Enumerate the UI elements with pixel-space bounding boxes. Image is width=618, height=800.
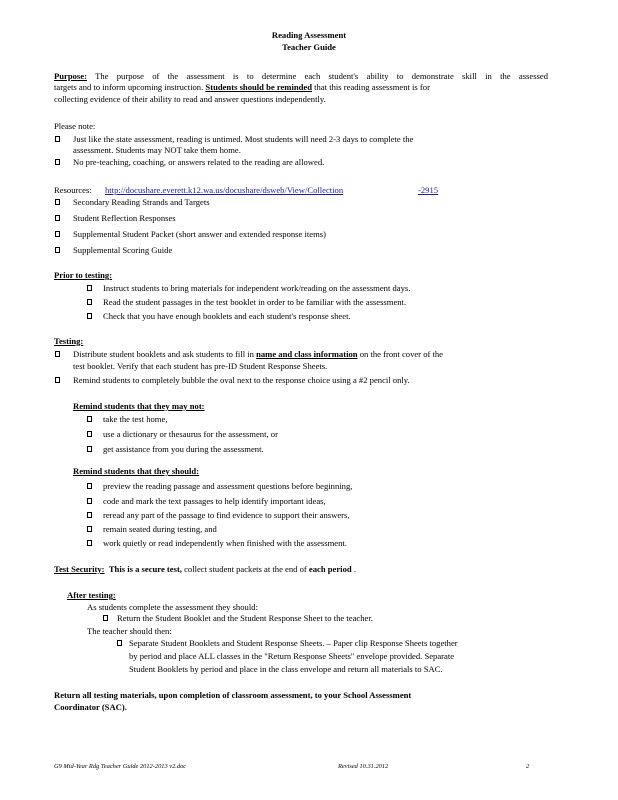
remind-should-item: reread any part of the passage to find evidence to support their answers, xyxy=(103,510,350,520)
bullet-icon xyxy=(87,416,92,422)
testing-label: Testing: xyxy=(54,336,84,346)
bullet-icon xyxy=(87,299,92,305)
resources-link-suffix[interactable]: -2915 xyxy=(418,185,439,195)
after-line2: The teacher should then: xyxy=(87,626,172,636)
testing-b2: Remind students to completely bubble the oval next to the response choice using a #2 pencil only. xyxy=(73,375,410,385)
testing-b1-line1: Distribute student booklets and ask students to fill in name and class information on the front cover of the xyxy=(73,349,444,359)
bullet-icon xyxy=(55,231,60,237)
after-item1: Return the Student Booklet and the Student Response Sheet to the teacher. xyxy=(117,613,373,623)
resources-label: Resources: xyxy=(54,185,92,195)
remind-should-item: work quietly or read independently when finished with the assessment. xyxy=(103,538,347,548)
bullet-icon xyxy=(103,615,108,621)
footer-filename: G9 Mid-Year Rdg Teacher Guide 2012-2013 v2.doc xyxy=(54,763,187,770)
resource-item: Supplemental Scoring Guide xyxy=(73,245,173,255)
note-bullet2: No pre-teaching, coaching, or answers related to the reading are allowed. xyxy=(73,157,325,167)
bullet-icon xyxy=(55,377,60,383)
purpose-line2: targets and to inform upcoming instruction. Students should be reminded that this reading assessment is for xyxy=(54,82,430,92)
bullet-icon xyxy=(55,136,60,142)
purpose-line1: Purpose: The purpose of the assessment is to determine each student's ability to demonstrate skill in the assessed xyxy=(54,71,548,81)
resource-item: Student Reflection Responses xyxy=(73,213,176,223)
bullet-icon xyxy=(87,512,92,518)
bullet-icon xyxy=(117,640,122,646)
doc-title-line2: Teacher Guide xyxy=(282,42,336,52)
note-bullet1-line1: Just like the state assessment, reading is untimed. Most students will need 2-3 days to complete the xyxy=(73,134,414,144)
name-class-emphasis: name and class information xyxy=(256,349,358,359)
bullet-icon xyxy=(55,247,60,253)
after-item2-line3: Student Booklets by period and place in the class envelope and return all materials to SAC. xyxy=(129,664,443,674)
after-label: After testing: xyxy=(67,590,116,600)
remind-not-item: use a dictionary or thesaurus for the assessment, or xyxy=(103,429,278,439)
remind-should-item: preview the reading passage and assessment questions before beginning, xyxy=(103,481,353,491)
return-note-line2: Coordinator (SAC). xyxy=(54,702,127,712)
security-label: Test Security: xyxy=(54,564,105,574)
doc-title-line1: Reading Assessment xyxy=(271,30,347,40)
bullet-icon xyxy=(87,446,92,452)
remind-not-label: Remind students that they may not: xyxy=(73,401,205,411)
bullet-icon xyxy=(87,431,92,437)
after-item2-line1: Separate Student Booklets and Student Response Sheets. – Paper clip Response Sheets together xyxy=(129,638,458,648)
reminder-emphasis: Students should be reminded xyxy=(205,82,313,92)
remind-not-item: take the test home, xyxy=(103,414,168,424)
prior-label: Prior to testing: xyxy=(54,270,113,280)
bullet-icon xyxy=(55,351,60,357)
remind-should-item: code and mark the text passages to help identify important ideas, xyxy=(103,496,326,506)
remind-should-label: Remind students that they should: xyxy=(73,466,200,476)
purpose-label: Purpose: xyxy=(54,71,87,81)
testing-b1-line2: test booklet. Verify that each student has pre-ID Student Response Sheets. xyxy=(73,361,328,371)
after-line1: As students complete the assessment they should: xyxy=(87,602,258,612)
bullet-icon xyxy=(87,285,92,291)
bullet-icon xyxy=(55,199,60,205)
note-bullet1-line2: assessment. Students may NOT take them home. xyxy=(73,145,241,155)
bullet-icon xyxy=(87,498,92,504)
after-item2-line2: by period and place ALL classes in the "Return Response Sheets" envelope provided. Separate xyxy=(129,651,455,661)
resource-item: Supplemental Student Packet (short answer and extended response items) xyxy=(73,229,326,239)
resource-item: Secondary Reading Strands and Targets xyxy=(73,197,210,207)
remind-should-item: remain seated during testing, and xyxy=(103,524,217,534)
bullet-icon xyxy=(87,313,92,319)
prior-item: Read the student passages in the test booklet in order to be familiar with the assessment. xyxy=(103,297,407,307)
footer-page-number: 2 xyxy=(526,763,530,770)
prior-item: Check that you have enough booklets and each student's response sheet. xyxy=(103,311,351,321)
resources-link[interactable]: http://docushare.everett.k12.wa.us/docushare/dsweb/View/Collection xyxy=(105,185,344,195)
bullet-icon xyxy=(55,159,60,165)
security-line: Test Security: This is a secure test, collect student packets at the end of each period . xyxy=(54,564,356,574)
bullet-icon xyxy=(87,540,92,546)
remind-not-item: get assistance from you during the assessment. xyxy=(103,444,264,454)
footer-revised: Revised 10.31.2012 xyxy=(338,763,389,770)
return-note-line1: Return all testing materials, upon completion of classroom assessment, to your School Assessment xyxy=(54,690,412,700)
bullet-icon xyxy=(55,215,60,221)
bullet-icon xyxy=(87,526,92,532)
bullet-icon xyxy=(87,483,92,489)
note-label: Please note: xyxy=(54,121,96,131)
purpose-line3: collecting evidence of their ability to read and answer questions independently. xyxy=(54,94,326,104)
prior-item: Instruct students to bring materials for independent work/reading on the assessment days. xyxy=(103,283,411,293)
